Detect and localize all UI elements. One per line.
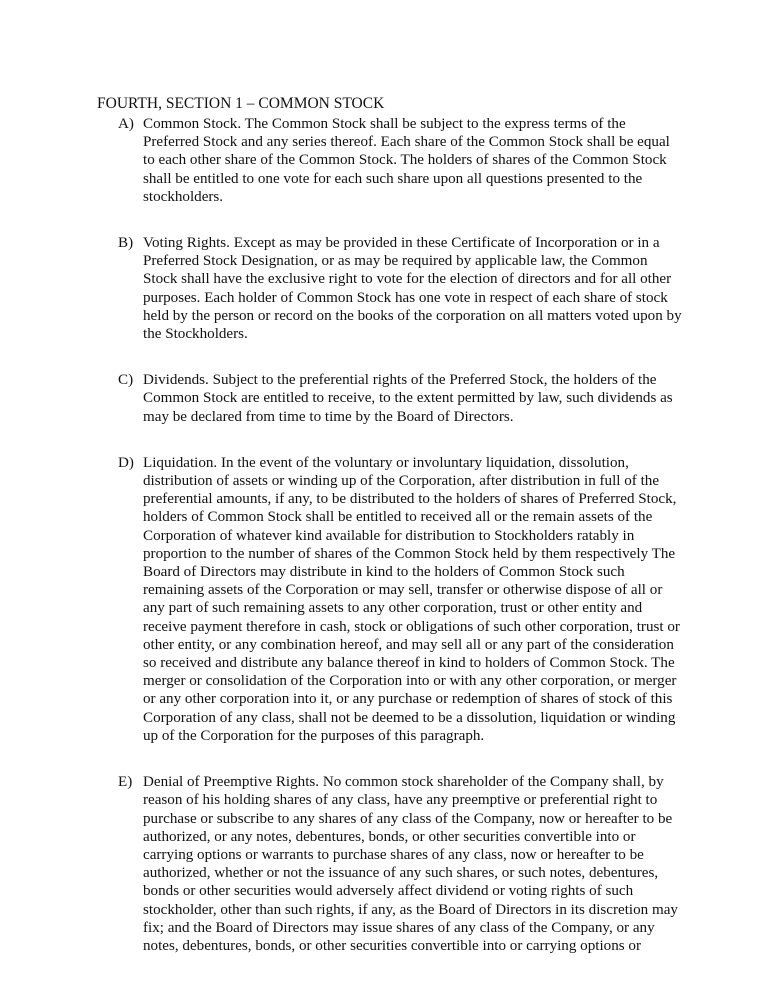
clause-e <box>118 773 678 955</box>
clause-d <box>118 454 680 745</box>
clause-b-line-5: held by the person or record on the books of the corporation on all matters voted upon by <box>143 307 682 324</box>
clause-e-line-7: bonds or other securities would adversely affect dividend or voting rights of such <box>143 883 634 900</box>
clause-d-line-2: distribution of assets or winding up of the Corporation, after distribution in full of the <box>143 473 660 490</box>
clause-a-line-3: to each other share of the Common Stock. The holders of shares of the Common Stock <box>143 152 667 169</box>
clause-d-line-6: proportion to the number of shares of the Common Stock held by them respectively The <box>143 545 676 562</box>
clause-d-line-13: merger or consolidation of the Corporation into or with any other corporation, or merger <box>143 673 677 690</box>
clause-marker-a: A) <box>118 116 134 132</box>
clause-b-line-6: the Stockholders. <box>143 326 248 343</box>
clause-b-text <box>143 234 682 343</box>
clause-d-line-11: other entity, or any combination hereof, and may sell all or any part of the consideration <box>143 636 674 653</box>
clause-a-line-5: stockholders. <box>143 188 224 205</box>
clause-e-line-1: Denial of Preemptive Rights. No common stock shareholder of the Company shall, by <box>143 774 664 791</box>
clause-d-line-10: receive payment therefore in cash, stock or obligations of such other corporation, trust or <box>143 618 680 635</box>
clause-marker-d: D) <box>118 454 134 471</box>
clause-e-line-5: carrying options or warrants to purchase shares of any class, now or hereafter to be <box>143 846 644 863</box>
clause-d-line-1: Liquidation. In the event of the voluntary or involuntary liquidation, dissolution, <box>143 454 629 471</box>
clause-d-line-4: holders of Common Stock shall be entitled to received all or the remain assets of the <box>143 509 653 526</box>
clause-a-line-4: shall be entitled to one vote for each such share upon all questions presented to the <box>143 170 643 187</box>
clause-e-line-6: authorized, whether or not the issuance of any such shares, or such notes, debentures, <box>143 865 659 882</box>
clause-d-line-16: up of the Corporation for the purposes of this paragraph. <box>143 727 485 744</box>
clause-d-line-5: Corporation of whatever kind available for distribution to Stockholders ratably in <box>143 527 635 544</box>
clause-e-text <box>143 773 678 955</box>
clause-b-line-2: Preferred Stock Designation, or as may be required by applicable law, the Common <box>143 253 648 270</box>
clause-c-line-1: Dividends. Subject to the preferential rights of the Preferred Stock, the holders of the <box>143 372 657 389</box>
clause-d-line-15: Corporation of any class, shall not be deemed to be a dissolution, liquidation or winding <box>143 709 676 726</box>
clause-e-line-3: purchase or subscribe to any shares of any class of the Company, now or hereafter to be <box>143 810 673 827</box>
clause-d-line-14: or any other corporation into it, or any purchase or redemption of shares of stock of this <box>143 691 673 708</box>
clause-marker-e: E) <box>118 774 133 791</box>
clause-a-line-2: Preferred Stock and any series thereof. Each share of the Common Stock shall be equal <box>143 134 670 151</box>
clause-c-text <box>143 371 673 426</box>
clause-e-line-9: fix; and the Board of Directors may issue shares of any class of the Company, or any <box>143 919 655 936</box>
clause-d-line-9: any part of such remaining assets to any other corporation, trust or other entity and <box>143 600 643 617</box>
clause-d-line-3: preferential amounts, if any, to be distributed to the holders of shares of Preferred Stock, <box>143 491 677 508</box>
clause-marker-c: C) <box>118 372 134 389</box>
clause-d-line-7: Board of Directors may distribute in kind to the holders of Common Stock such <box>143 564 625 581</box>
clause-e-line-2: reason of his holding shares of any class, have any preemptive or preferential right to <box>143 792 658 809</box>
clause-b-line-1: Voting Rights. Except as may be provided in these Certificate of Incorporation or in a <box>143 235 660 252</box>
clause-b-line-3: Stock shall have the exclusive right to vote for the election of directors and for all other <box>143 271 672 288</box>
clause-e-line-4: authorized, or any notes, debentures, bonds, or other securities convertible into or <box>143 828 636 845</box>
clause-a-text <box>143 115 670 206</box>
clause-d-text <box>143 454 680 745</box>
clause-c <box>118 371 673 426</box>
clause-e-line-10: notes, debentures, bonds, or other securities convertible into or carrying options or <box>143 937 641 954</box>
clause-d-line-8: remaining assets of the Corporation or may sell, transfer or otherwise dispose of all or <box>143 582 663 599</box>
clause-d-line-12: so received and distribute any balance thereof in kind to holders of Common Stock. The <box>143 655 675 672</box>
clause-b <box>118 234 682 343</box>
clause-marker-b: B) <box>118 235 134 252</box>
clause-b-line-4: purposes. Each holder of Common Stock has one vote in respect of each share of stock <box>143 289 668 306</box>
clause-c-line-3: may be declared from time to time by the Board of Directors. <box>143 408 514 425</box>
clause-a-line-1: Common Stock. The Common Stock shall be subject to the express terms of the <box>143 116 626 132</box>
clause-e-line-8: stockholder, other than such rights, if any, as the Board of Directors in its discretion may <box>143 901 678 918</box>
common-stock-clauses <box>118 115 682 955</box>
clause-a <box>118 115 670 206</box>
clause-c-line-2: Common Stock are entitled to receive, to the extent permitted by law, such dividends as <box>143 390 673 407</box>
section-heading: FOURTH, SECTION 1 – COMMON STOCK <box>97 95 385 112</box>
